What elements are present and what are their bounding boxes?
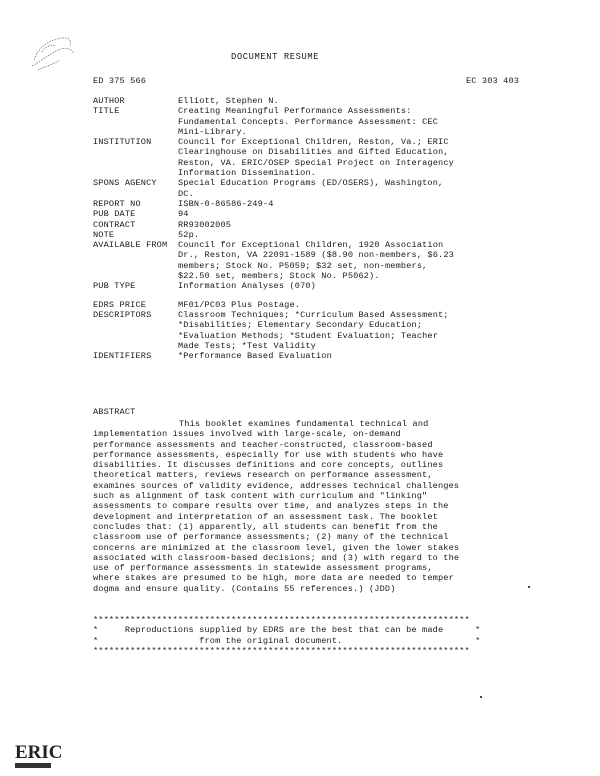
field-value: 52p. [178,229,200,240]
field-label: INSTITUTION [93,137,152,148]
field-row [93,250,513,260]
ed-number: ED 375 566 [93,76,147,86]
field-label [93,127,178,137]
abstract-body [93,419,513,594]
abstract-line: concludes that: (1) apparently, all students can benefit from the [93,521,438,532]
abstract-line: associated with classroom-based decisions; and (3) with regard to the [93,552,460,563]
scan-speck [528,586,530,588]
abstract-line: such as alignment of task content with curriculum and "linking" [93,491,428,502]
field-value: members; Stock No. P5059; $32 set, non-members, [178,260,428,271]
field-value: Made Tests; *Test Validity [178,340,316,351]
field-label: SPONS AGENCY [93,178,157,189]
field-row [93,331,513,341]
abstract-line: use of performance assessments in statewide assessment programs, [93,563,433,574]
field-value: RR93002005 [178,219,232,230]
field-row [93,178,513,188]
field-value: Creating Meaningful Performance Assessments: [178,106,412,117]
field-label: NOTE [93,229,115,240]
field-row [93,341,513,351]
abstract-line: classroom use of performance assessments; (2) many of the technical [93,532,449,543]
field-label [93,117,178,127]
abstract-line: where stakes are presumed to be high, more data are needed to temper [93,573,454,584]
field-label: IDENTIFIERS [93,351,152,362]
field-label [93,168,178,178]
stamp-scribble-icon [28,30,78,74]
field-row [93,168,513,178]
field-value: Classroom Techniques; *Curriculum Based Assessment; [178,309,449,320]
field-value: *Evaluation Methods; *Student Evaluation; Teacher [178,330,439,341]
field-value: Elliott, Stephen N. [178,96,279,106]
abstract-line: performance assessments and teacher-constructed, classroom-based [93,439,433,450]
field-label [93,158,178,168]
abstract-line: development and interpretation of an assessment task. The booklet [93,511,438,522]
field-row [93,300,513,310]
field-label: AVAILABLE FROM [93,240,168,251]
field-row [93,351,513,361]
scan-speck [480,696,482,698]
field-label: AUTHOR [93,96,125,106]
field-value: Council for Exceptional Children, 1920 Association [178,240,444,251]
field-row [93,220,513,230]
field-row [93,96,513,106]
field-row [93,310,513,320]
field-label: PUB TYPE [93,281,136,292]
field-row [93,230,513,240]
field-row [93,189,513,199]
field-value: DC. [178,188,194,199]
eric-logo-icon [14,738,63,770]
field-row [93,271,513,281]
abstract-line: examines sources of validity evidence, addresses technical challenges [93,480,460,491]
field-label [93,271,178,281]
abstract-line: concerns are minimized at the classroom level, given the lower stakes [93,542,460,553]
field-value: Reston, VA. ERIC/OSEP Special Project on Interagency [178,157,454,168]
abstract-line: performance assessments, especially for use with students who have [93,449,444,460]
field-row [93,199,513,209]
repro-border-top: *********************************************************************** [93,615,470,625]
field-value: 94 [178,209,189,220]
field-row [93,106,513,116]
section-gap [93,292,513,300]
field-value: Council for Exceptional Children, Reston, Va.; ERIC [178,137,449,148]
abstract-line: assessments to compare results over time, and analyzes steps in the [93,501,449,512]
field-value: Information Dissemination. [178,168,316,179]
field-label [93,320,178,330]
field-row [93,137,513,147]
repro-border-bottom: *********************************************************************** [93,645,470,656]
repro-line-2: * from the original document. * [93,635,481,646]
field-label: PUB DATE [93,209,136,220]
field-value: Special Education Programs (ED/OSERS), Washington, [178,178,444,189]
field-label [93,189,178,199]
field-label: EDRS PRICE [93,299,147,310]
metadata-fields [93,96,513,361]
repro-line-1: * Reproductions supplied by EDRS are the best that can be made * [93,625,481,636]
field-value: Dr., Reston, VA 22091-1589 ($8.90 non-members, $6.23 [178,250,454,261]
field-label [93,261,178,271]
field-value: MF01/PC03 Plus Postage. [178,299,301,310]
abstract-label: ABSTRACT [93,407,136,417]
abstract-line: implementation issues involved with large-scale, on-demand [93,429,401,440]
svg-text:ERIC: ERIC [15,742,63,763]
field-value: Mini-Library. [178,126,247,137]
abstract-line: dogma and ensure quality. (Contains 55 references.) (JDD) [93,583,396,594]
ec-number: EC 303 403 [466,76,520,86]
field-value: *Disabilities; Elementary Secondary Education; [178,320,423,331]
abstract-line: theoretical matters, reviews research on performance assessment, [93,470,433,481]
field-label: CONTRACT [93,219,136,230]
field-label: TITLE [93,106,120,117]
field-value: *Performance Based Evaluation [178,351,332,362]
field-value: $22.50 set, members; Stock No. P5062). [178,271,380,282]
field-row [93,281,513,291]
field-label [93,331,178,341]
field-label [93,250,178,260]
field-label [93,341,178,351]
field-row [93,261,513,271]
field-row [93,158,513,168]
field-value: ISBN-0-86586-249-4 [178,198,274,209]
abstract-line: disabilities. It discusses definitions and core concepts, outlines [93,460,444,471]
field-row [93,240,513,250]
field-row [93,320,513,330]
reproduction-notice [93,615,481,656]
field-row [93,127,513,137]
field-row [93,117,513,127]
field-label: REPORT NO [93,198,141,209]
document-title: DOCUMENT RESUME [231,52,320,62]
field-value: Fundamental Concepts. Performance Assessment: CEC [178,116,439,127]
abstract-line: This booklet examines fundamental technical and [179,419,429,429]
field-value: Clearinghouse on Disabilities and Gifted Education, [178,147,449,158]
field-row [93,209,513,219]
field-label: DESCRIPTORS [93,309,152,320]
field-row [93,147,513,157]
field-value: Information Analyses (070) [178,281,316,292]
field-label [93,147,178,157]
